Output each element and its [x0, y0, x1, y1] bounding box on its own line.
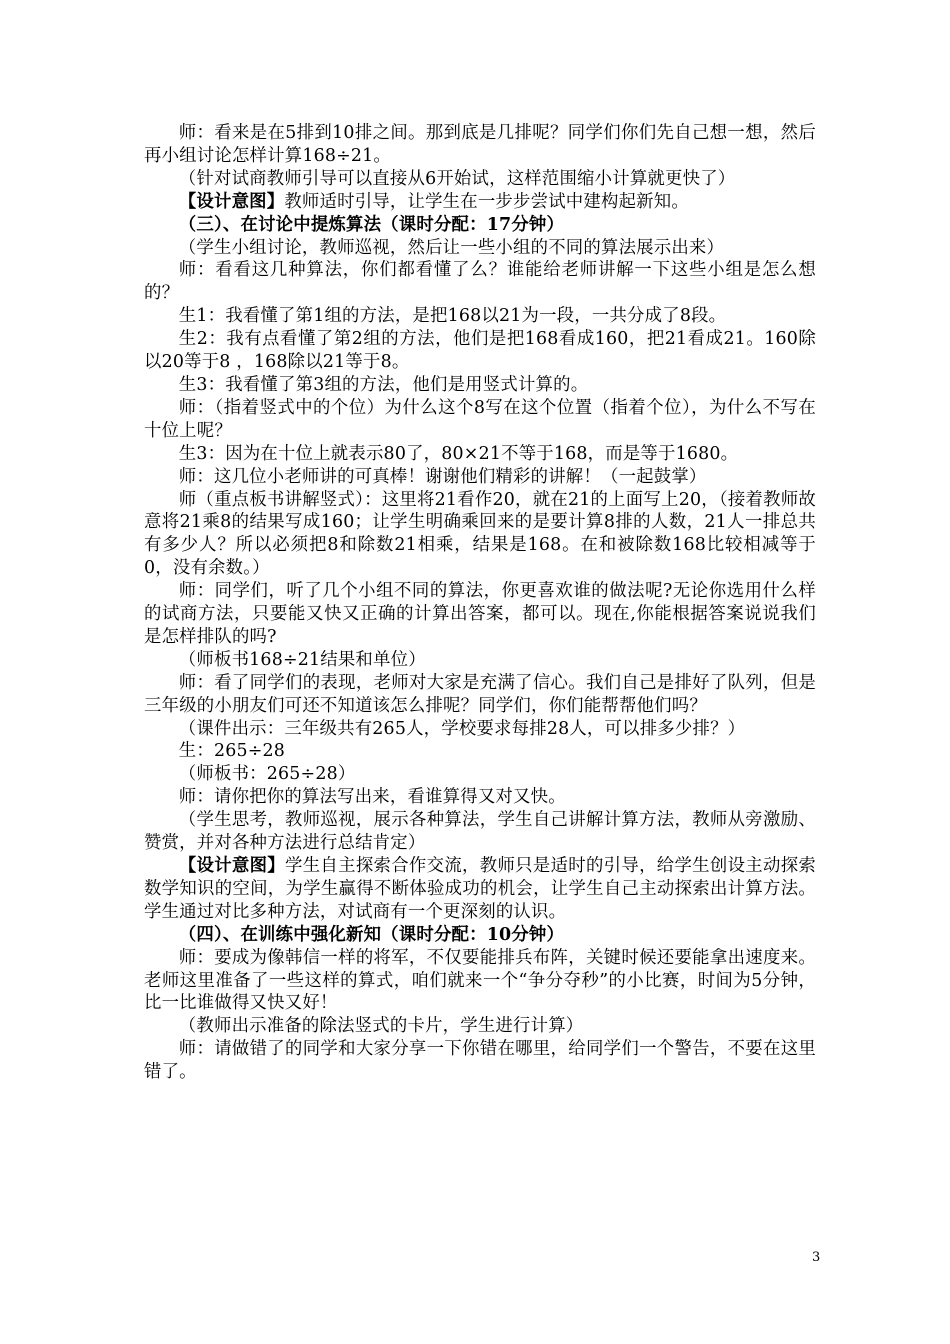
paragraph: 师：请你把你的算法写出来，看谁算得又对又快。 — [178, 787, 566, 808]
paragraph: （师板书：265÷28） — [178, 764, 356, 785]
paragraph: 师：请做错了的同学和大家分享一下你错在哪里，给同学们一个警告，不要在这里错了。 — [144, 1039, 816, 1083]
paragraph: （学生思考，教师巡视，展示各种算法，学生自己讲解计算方法，教师从旁激励、赞赏，并对各种方法进行总结肯定） — [144, 810, 816, 854]
design-intent-paragraph — [144, 191, 816, 214]
paragraph: （学生小组讨论，教师巡视，然后让一些小组的不同的算法展示出来） — [178, 237, 725, 258]
paragraph: 师：同学们，听了几个小组不同的算法，你更喜欢谁的做法呢?无论你选用什么样的试商方法，只要能又快又正确的计算出答案，都可以。现在,你能根据答案说说我们是怎样排队的吗? — [144, 581, 816, 647]
design-intent-paragraph — [144, 855, 816, 924]
page-number: 3 — [812, 1250, 821, 1265]
paragraph: 生3：因为在十位上就表示80了，80×21不等于168，而是等于1680。 — [178, 443, 739, 464]
paragraph: 师：看来是在5排到10排之间。那到底是几排呢？同学们你们先自己想一想，然后再小组讨论怎样计算168÷21。 — [144, 123, 816, 166]
design-intent-tag: 【设计意图】 — [178, 191, 285, 212]
paragraph: 师：看看这几种算法，你们都看懂了么？谁能给老师讲解一下这些小组是怎么想的？ — [144, 260, 816, 304]
paragraph: 生1：我看懂了第1组的方法，是把168以21为一段，一共分成了8段。 — [178, 306, 727, 327]
section-heading-4: （四）、在训练中强化新知（课时分配：10分钟） — [178, 924, 565, 945]
paragraph: （针对试商教师引导可以直接从6开始试，这样范围缩小计算就更快了） — [178, 168, 736, 189]
paragraph: （教师出示准备的除法竖式的卡片，学生进行计算） — [178, 1016, 584, 1037]
design-intent-tag: 【设计意图】 — [178, 856, 286, 876]
design-intent-text: 学生自主探索合作交流，教师只是适时的引导，给学生创设主动探索数学知识的空间，为学生赢得不断体验成功的机会，让学生自己主动探索出计算方法。学生通过对比多种方法，对试商有一个更深刻的认识。 — [144, 856, 816, 922]
paragraph: 师（重点板书讲解竖式）：这里将21看作20，就在21的上面写上20，（接着教师故意将21乘8的结果写成160；让学生明确乘回来的是要计算8排的人数，21人一排总共有多少人？所以必须把8和除数21相乘，结果是168。在和被除数168比较相减等于0，没有余数。） — [144, 489, 816, 579]
paragraph: （课件出示：三年级共有265人，学校要求每排28人，可以排多少排？） — [178, 718, 746, 739]
document-body — [144, 122, 816, 1084]
paragraph: 师：（指着竖式中的个位）为什么这个8写在这个位置（指着个位），为什么不写在十位上呢？ — [144, 397, 816, 441]
paragraph: 生2：我有点看懂了第2组的方法，他们是把168看成160，把21看成21。160除以20等于8 ，168除以21等于8。 — [144, 329, 816, 373]
paragraph: 师：看了同学们的表现，老师对大家是充满了信心。我们自己是排好了队列，但是三年级的小朋友们可还不知道该怎么排呢？同学们，你们能帮帮他们吗？ — [144, 672, 816, 716]
design-intent-text: 教师适时引导，让学生在一步步尝试中建构起新知。 — [284, 191, 689, 212]
paragraph: （师板书168÷21结果和单位） — [178, 649, 426, 670]
paragraph: 师：这几位小老师讲的可真棒！谢谢他们精彩的讲解！（一起鼓掌） — [178, 466, 707, 487]
paragraph: 生：265÷28 — [178, 741, 286, 762]
paragraph: 生3：我看懂了第3组的方法，他们是用竖式计算的。 — [178, 374, 589, 395]
section-heading-3: （三）、在讨论中提炼算法（课时分配：17分钟） — [178, 214, 565, 235]
paragraph: 师：要成为像韩信一样的将军，不仅要能排兵布阵，关键时候还要能拿出速度来。老师这里准备了一些这样的算式，咱们就来一个“争分夺秒”的小比赛，时间为5分钟，比一比谁做得又快又好！ — [144, 947, 816, 1014]
